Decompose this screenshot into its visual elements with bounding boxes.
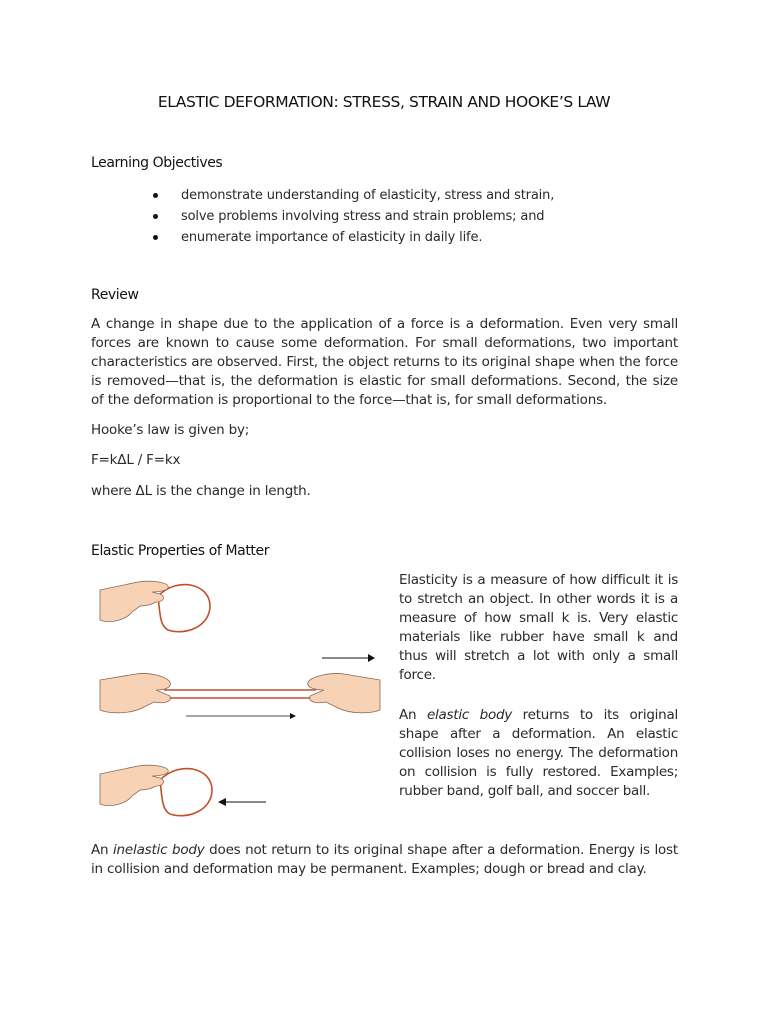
inelastic-body-paragraph (91, 841, 678, 879)
objective-text: demonstrate understanding of elasticity, stress and strain, (181, 188, 555, 203)
elastic-body-rest: returns to its original shape after a deformation. An elastic collision loses no energy. The deformation on collision is fully restored. Examples; rubber band, golf ball, and soccer ball. (399, 707, 678, 799)
hand (100, 581, 168, 621)
hooke-intro: Hooke’s law is given by; (91, 422, 250, 438)
objective-text: solve problems involving stress and strain problems; and (181, 209, 545, 224)
elastic-properties-heading: Elastic Properties of Matter (91, 543, 270, 559)
elasticity-paragraph: Elasticity is a measure of how difficult it is to stretch an object. In other words it is a measure of how small k is. Very elastic materials like rubber have small k and thus will stretch a lot with only a small force. (399, 572, 678, 683)
elastic-body-term: elastic body (426, 707, 513, 723)
inelastic-rest: does not return to its original shape after a deformation. Energy is lost in collision and deformation may be permanent. Examples; dough or bread and clay. (91, 842, 678, 877)
released-band (100, 765, 266, 816)
arrow-left (218, 798, 266, 806)
hooke-formula: F=kΔL / F=kx (91, 452, 181, 468)
review-heading: Review (91, 287, 139, 303)
elastic-body-prefix: An (399, 707, 427, 723)
relaxed-band (100, 581, 210, 632)
inelastic-prefix: An (91, 842, 113, 858)
page-title: ELASTIC DEFORMATION: STRESS, STRAIN AND HOOKE’S LAW (157, 93, 611, 111)
band-shape (160, 769, 212, 816)
band-shape (158, 585, 210, 632)
hand (100, 765, 168, 805)
inelastic-body-term: inelastic body (113, 842, 205, 858)
formula-where: where ΔL is the change in length. (91, 483, 311, 499)
hand (308, 673, 380, 712)
review-paragraph: A change in shape due to the application of a force is a deformation. Even very small forces are known to cause some deformation. For small deformations, two important characteristics are observed. First, the object returns to its original shape when the force is removed—that is, the deformation is elastic for small deformations. Second, the size of the deformation is proportional to the force—that is, for small deformations. (91, 316, 678, 408)
elastic-body-paragraph (399, 706, 678, 801)
objective-text: enumerate importance of elasticity in daily life. (181, 230, 483, 245)
learning-objectives-heading: Learning Objectives (91, 155, 223, 171)
rubber-band-illustration (90, 570, 390, 830)
hand (100, 673, 170, 712)
arrow-right (322, 654, 375, 662)
stretched-band (100, 673, 380, 719)
